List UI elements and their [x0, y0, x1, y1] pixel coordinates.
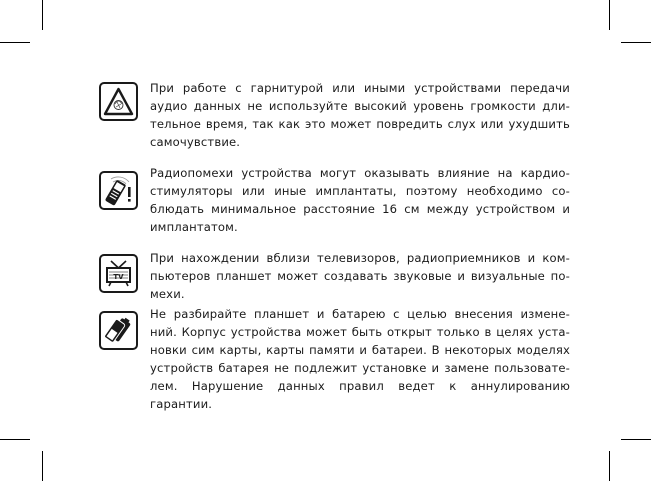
- crop-mark-bottom-right-v: [609, 451, 610, 481]
- crop-mark-bottom-left-v: [42, 451, 43, 481]
- headphones-volume-warning-icon: [99, 82, 138, 121]
- crop-mark-top-right-h: [621, 42, 651, 43]
- warning-text: Радиопомехи устройства могут оказывать влияние на кардио-стимуляторы или иные имплантаты, поэтому необходимо со-блюдать минимальное расстояние 16 см между устройством и имплантатом.: [150, 166, 570, 234]
- crop-mark-top-left-v: [42, 0, 43, 30]
- crop-mark-bottom-left-h: [0, 439, 30, 440]
- svg-text:TV: TV: [113, 273, 124, 281]
- crop-mark-top-left-h: [0, 42, 30, 43]
- warning-text: При нахождении вблизи телевизоров, радиоприемников и ком-пьютеров планшет может создавать звуковые и визуальные по-мехи.: [150, 251, 570, 301]
- battery-disassembly-icon: [99, 311, 138, 350]
- crop-mark-top-right-v: [609, 0, 610, 30]
- phone-pacemaker-interference-icon: [99, 171, 138, 210]
- warning-text: Не разбирайте планшет и батарею с целью внесения измене-ний. Корпус устройства может быть открыт только в целях уста-новки сим карты, карты памяти и батареи. В некоторых моделях устройств батарея не подлежит установке и замене пользовате-лем. Нарушение данных правил ведет к аннулированию гарантии.: [150, 307, 570, 411]
- tv-interference-icon: [99, 254, 138, 293]
- crop-mark-bottom-right-h: [621, 439, 651, 440]
- warning-text: При работе с гарнитурой или иными устройствами передачи аудио данных не используйте высокий уровень громкости дли-тельное время, так как это может повредить слух или ухудшить самочувствие.: [150, 81, 570, 149]
